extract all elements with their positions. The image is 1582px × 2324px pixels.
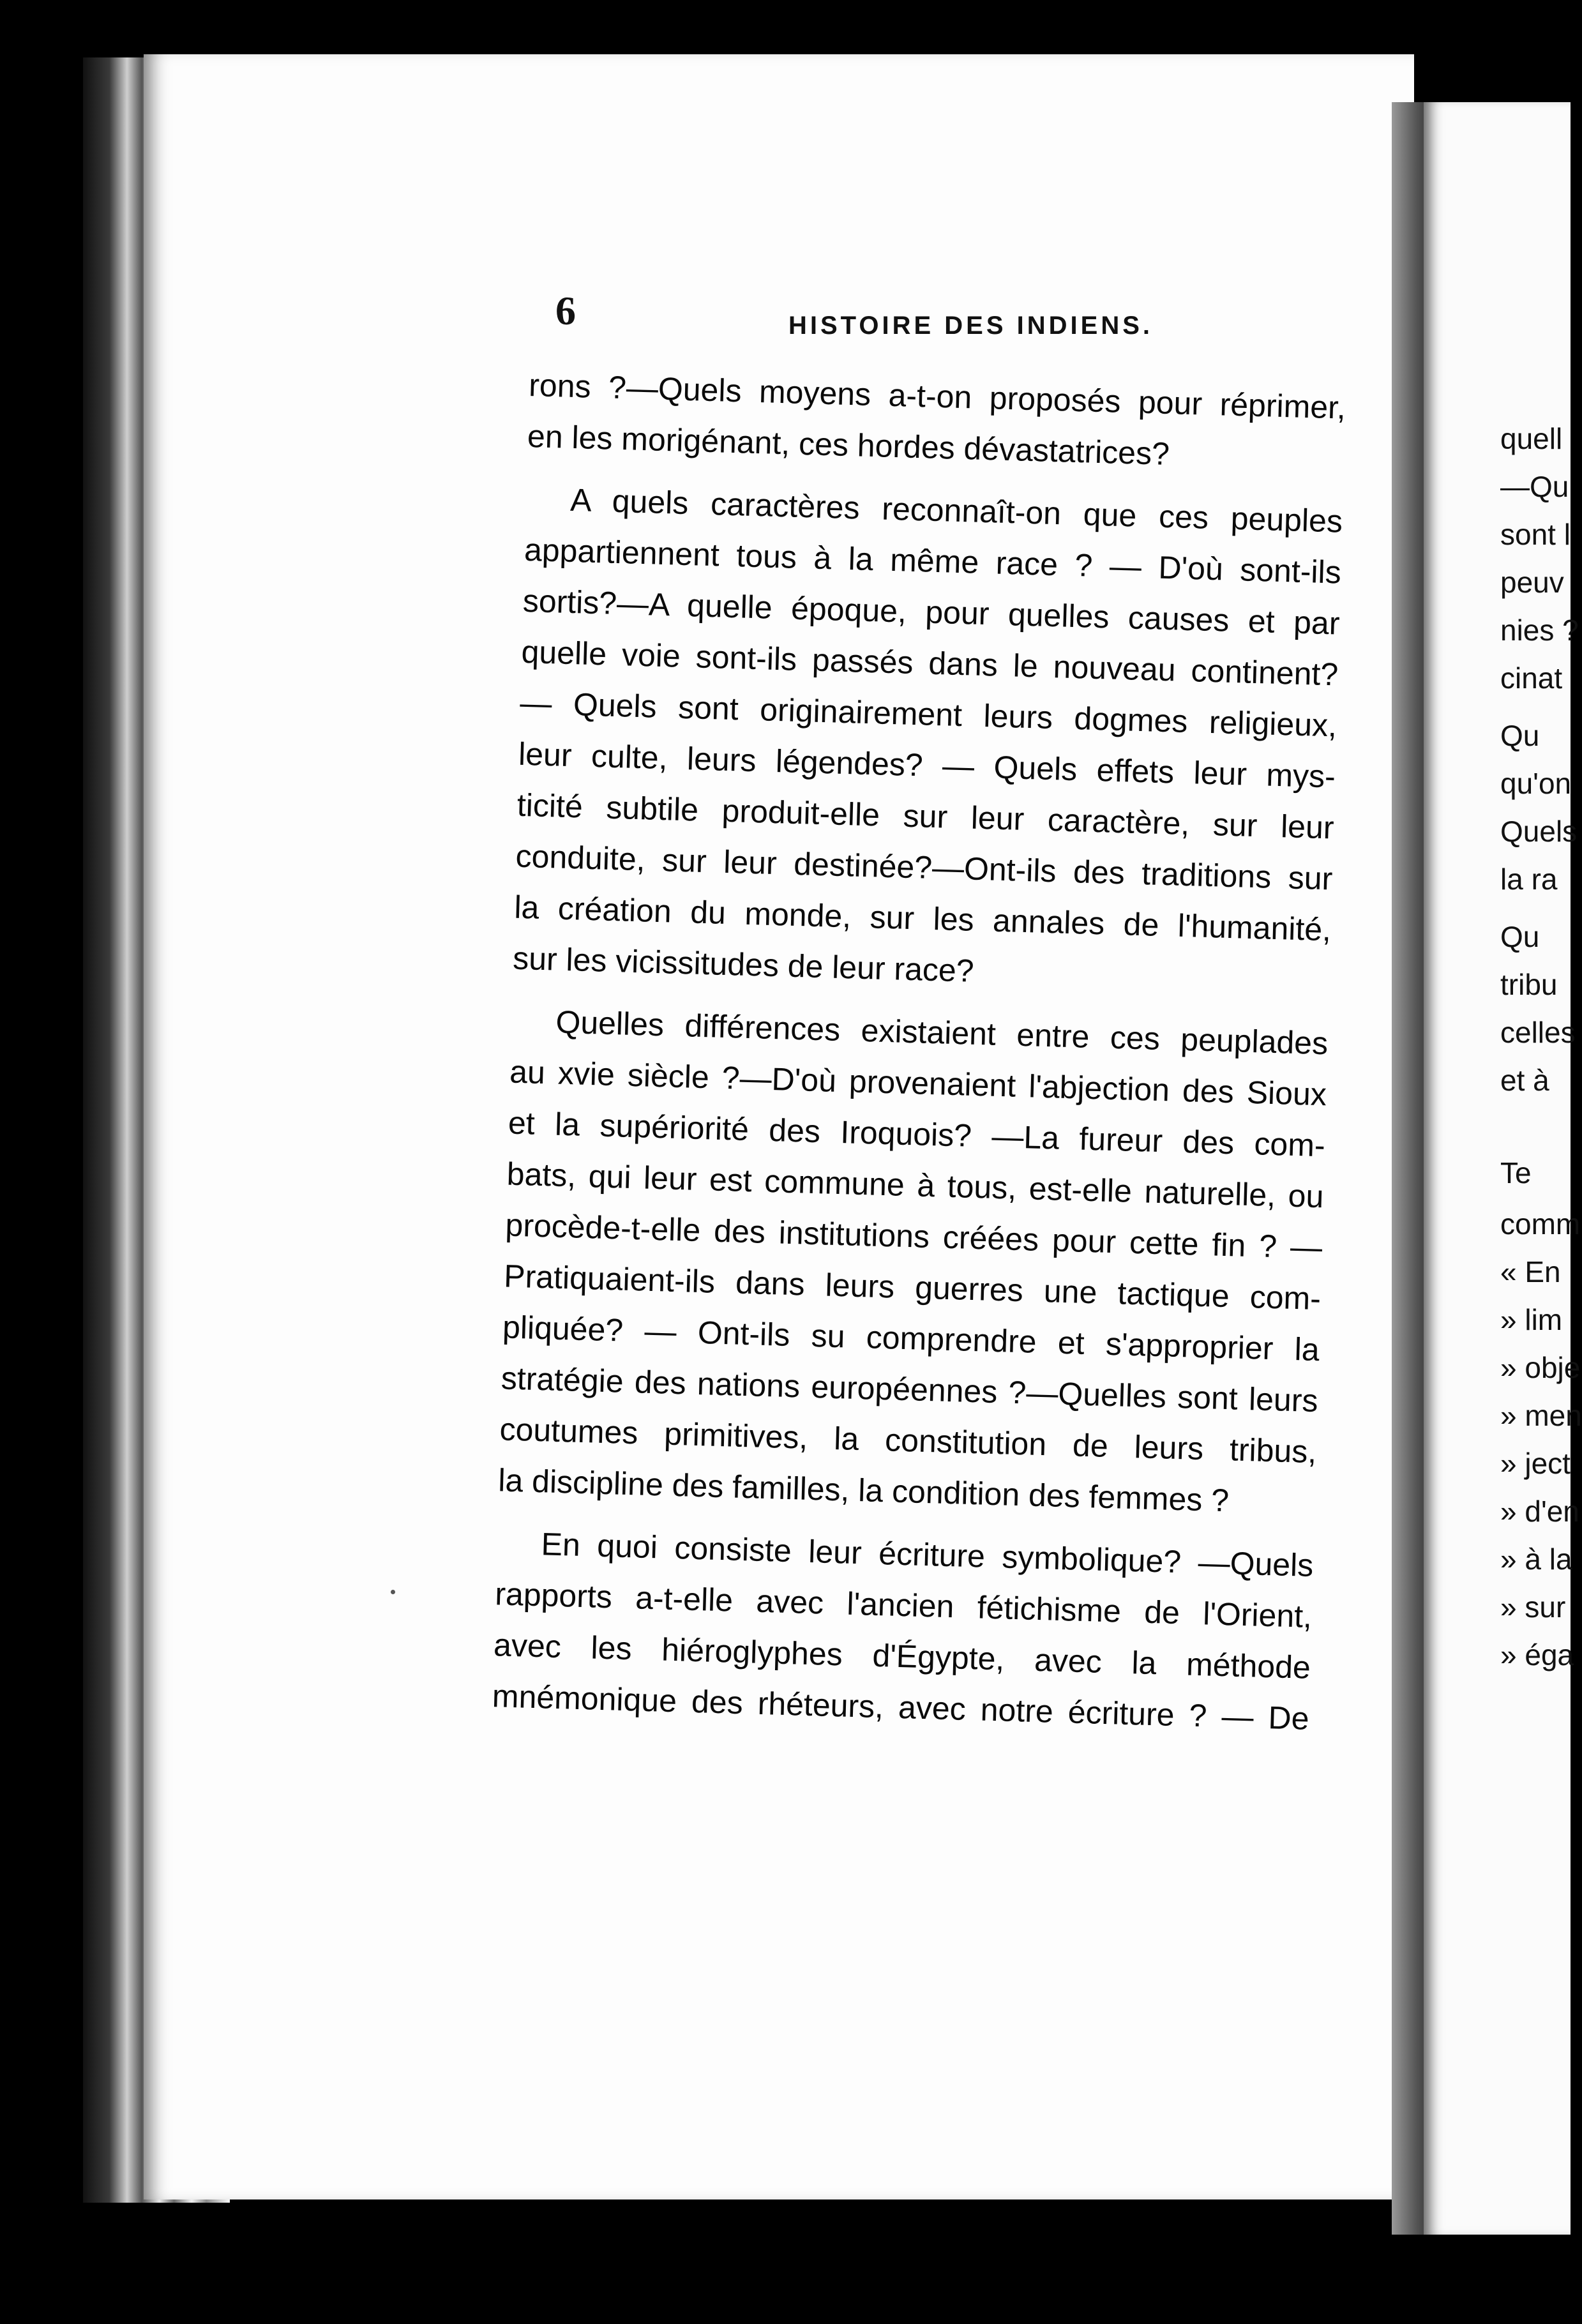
facing-page-line: » ject bbox=[1500, 1447, 1571, 1480]
facing-page-line: sont l bbox=[1500, 518, 1571, 551]
text-line: ticité subtile produit-elle sur leur caractère, sur leur bbox=[516, 787, 1335, 846]
facing-page bbox=[1424, 102, 1582, 2235]
facing-page-line: cinat bbox=[1500, 661, 1563, 695]
text-line: stratégie des nations européennes ?—Quelles sont leurs bbox=[501, 1360, 1319, 1419]
facing-page-line: » sur bbox=[1500, 1590, 1566, 1624]
paragraph bbox=[497, 995, 1329, 1528]
facing-page-line: » lim bbox=[1500, 1303, 1563, 1336]
text-line: Pratiquaient-ils dans leurs guerres une tactique com- bbox=[503, 1258, 1322, 1317]
text-line: A quels caractères reconnaît-on que ces peuples bbox=[569, 481, 1343, 540]
facing-page-line: Qu bbox=[1500, 920, 1540, 953]
facing-page-line: nies ? bbox=[1500, 614, 1579, 647]
facing-page-line: celles bbox=[1500, 1016, 1576, 1049]
facing-page-line: comm bbox=[1500, 1207, 1581, 1241]
text-line: et la supériorité des Iroquois? —La fureur des com- bbox=[508, 1105, 1326, 1164]
text-line: En quoi consiste leur écriture symbolique? —Quels bbox=[540, 1526, 1315, 1583]
text-line: conduite, sur leur destinée?—Ont-ils des traditions sur bbox=[515, 838, 1334, 897]
text-line: avec les hiéroglyphes d'Égypte, avec la méthode bbox=[493, 1627, 1311, 1686]
text-line: Quelles différences existaient entre ces peuplades bbox=[555, 1004, 1329, 1062]
facing-page-line: Te bbox=[1500, 1156, 1532, 1189]
facing-page-line: qu'on bbox=[1500, 767, 1572, 800]
text-line: pliquée? — Ont-ils su comprendre et s'approprier la bbox=[502, 1309, 1320, 1368]
text-line: la discipline des familles, la condition des femmes ? bbox=[497, 1462, 1230, 1519]
facing-page-line: et à bbox=[1500, 1064, 1549, 1097]
text-line: — Quels sont originairement leurs dogmes religieux, bbox=[519, 684, 1337, 744]
paragraph bbox=[512, 473, 1343, 1006]
facing-page-line: « En bbox=[1500, 1255, 1561, 1288]
text-line: coutumes primitives, la constitution de leurs tribus, bbox=[499, 1411, 1317, 1470]
facing-page-line: tribu bbox=[1500, 968, 1558, 1001]
facing-page-line: » à la bbox=[1500, 1543, 1572, 1576]
text-line: rapports a-t-elle avec l'ancien fétichisme de l'Orient, bbox=[494, 1576, 1313, 1634]
page-number: 6 bbox=[555, 288, 576, 333]
paragraph bbox=[492, 1517, 1314, 1744]
text-line: appartiennent tous à la même race ? — D'où sont-ils bbox=[524, 531, 1342, 591]
text-line: leur culte, leurs légendes? — Quels effets leur mys- bbox=[518, 736, 1336, 795]
text-line: au xvie siècle ?—D'où provenaient l'abjection des Sioux bbox=[509, 1053, 1327, 1113]
facing-page-line: » men bbox=[1500, 1399, 1582, 1432]
facing-page-line: quell bbox=[1500, 422, 1563, 455]
text-line: mnémonique des rhéteurs, avec notre écriture ? — De bbox=[492, 1678, 1310, 1737]
text-line: procède-t-elle des institutions créées pour cette fin ? — bbox=[504, 1207, 1323, 1266]
text-line: rons ?—Quels moyens a-t-on proposés pour réprimer, bbox=[528, 366, 1346, 426]
paragraph bbox=[527, 359, 1346, 485]
running-title: HISTOIRE DES INDIENS. bbox=[788, 312, 1154, 340]
text-line: sortis?—A quelle époque, pour quelles causes et par bbox=[522, 582, 1341, 642]
paper-speck bbox=[391, 1590, 395, 1594]
facing-page-line: Qu bbox=[1500, 719, 1540, 752]
body-text bbox=[492, 348, 1347, 1744]
text-line: sur les vicissitudes de leur race? bbox=[512, 940, 975, 989]
text-line: la création du monde, sur les annales de l'humanité, bbox=[513, 889, 1332, 948]
facing-page-line: Quels bbox=[1500, 815, 1578, 848]
facing-page-line: » obje bbox=[1500, 1351, 1581, 1384]
text-line: en les morigénant, ces hordes dévastatrices? bbox=[527, 418, 1170, 472]
facing-page-line: la ra bbox=[1500, 863, 1558, 896]
facing-page-line: —Qu bbox=[1500, 470, 1569, 503]
text-line: bats, qui leur est commune à tous, est-elle naturelle, ou bbox=[506, 1156, 1325, 1215]
running-head bbox=[555, 287, 1277, 338]
facing-page-line: » éga bbox=[1500, 1638, 1574, 1671]
facing-page-line: peuv bbox=[1500, 566, 1564, 599]
facing-page-line: » d'en bbox=[1500, 1495, 1579, 1528]
text-line: quelle voie sont-ils passés dans le nouveau continent? bbox=[520, 633, 1339, 693]
